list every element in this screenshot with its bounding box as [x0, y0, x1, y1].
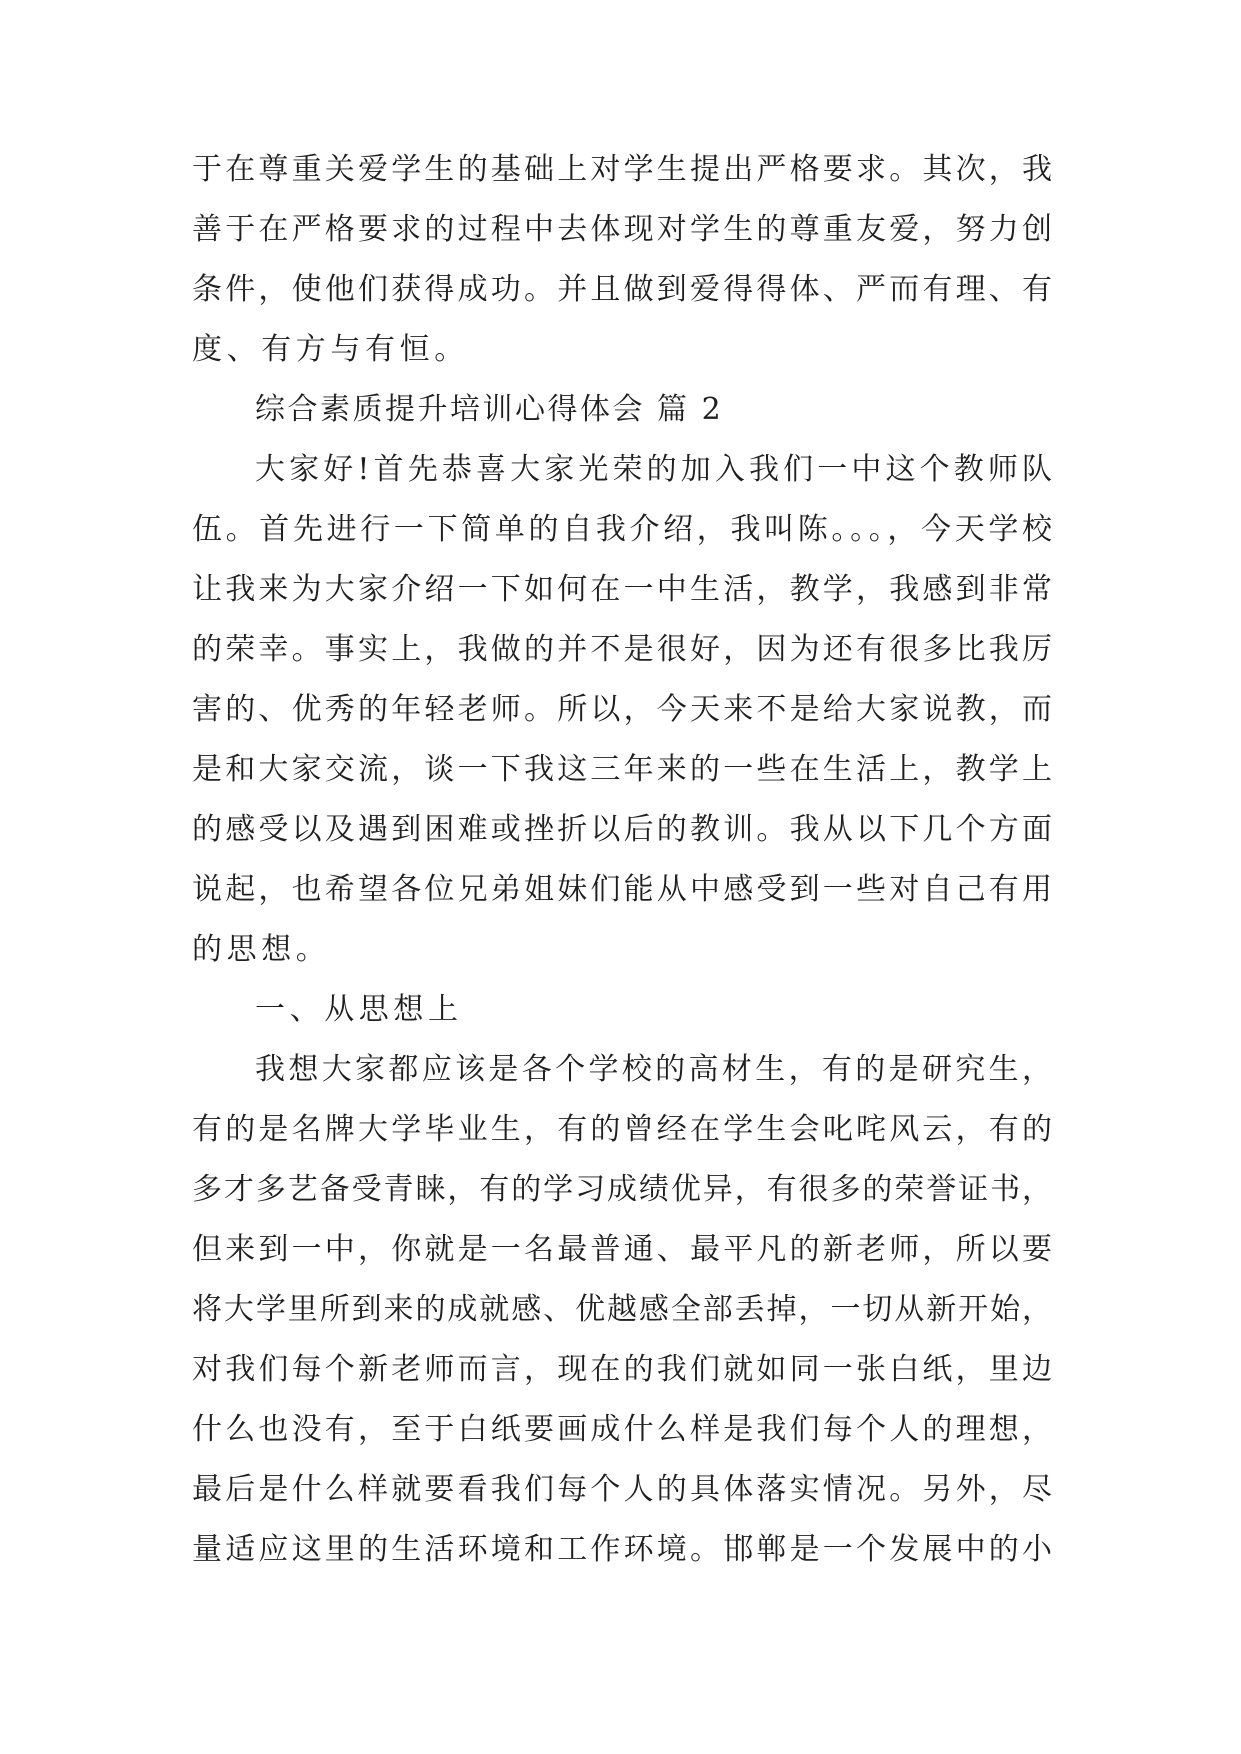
text-line: 量适应这里的生活环境和工作环境。邯郸是一个发展中的小: [192, 1532, 1052, 1567]
text-line: 有的是名牌大学毕业生，有的曾经在学生会叱咤风云，有的: [192, 1112, 1052, 1147]
text-line: 害的、优秀的年轻老师。所以，今天来不是给大家说教，而: [192, 692, 1052, 727]
text-line: 什么也没有，至于白纸要画成什么样是我们每个人的理想，: [192, 1412, 1052, 1447]
text-line: 是和大家交流，谈一下我这三年来的一些在生活上，教学上: [192, 752, 1052, 787]
text-line: 条件，使他们获得成功。并且做到爱得得体、严而有理、有: [192, 272, 1052, 307]
text-line: 善于在严格要求的过程中去体现对学生的尊重友爱，努力创: [192, 212, 1052, 247]
text-line: 的思想。: [192, 932, 331, 967]
text-line: 于在尊重关爱学生的基础上对学生提出严格要求。其次，我: [192, 152, 1052, 187]
text-line: 的荣幸。事实上，我做的并不是很好，因为还有很多比我厉: [192, 632, 1052, 667]
text-line: 将大学里所到来的成就感、优越感全部丢掉，一切从新开始，: [192, 1292, 1052, 1327]
text-line: 对我们每个新老师而言，现在的我们就如同一张白纸，里边: [192, 1352, 1052, 1387]
text-line: 我想大家都应该是各个学校的高材生，有的是研究生，: [255, 1052, 1052, 1087]
text-line: 度、有方与有恒。: [192, 332, 469, 367]
text-line: 的感受以及遇到困难或挫折以后的教训。我从以下几个方面: [192, 812, 1052, 847]
text-line: 最后是什么样就要看我们每个人的具体落实情况。另外，尽: [192, 1472, 1052, 1507]
text-line: 说起，也希望各位兄弟姐妹们能从中感受到一些对自己有用: [192, 872, 1052, 907]
text-line: 但来到一中，你就是一名最普通、最平凡的新老师，所以要: [192, 1232, 1052, 1267]
section-heading: 综合素质提升培训心得体会 篇 2: [255, 392, 724, 427]
text-line: 多才多艺备受青睐，有的学习成绩优异，有很多的荣誉证书，: [192, 1172, 1052, 1207]
text-line: 大家好!首先恭喜大家光荣的加入我们一中这个教师队: [255, 452, 1052, 487]
subsection-heading: 一、从思想上: [255, 992, 463, 1027]
text-line: 让我来为大家介绍一下如何在一中生活，教学，我感到非常: [192, 572, 1052, 607]
text-line: 伍。首先进行一下简单的自我介绍，我叫陈。。。，今天学校: [192, 512, 1052, 547]
